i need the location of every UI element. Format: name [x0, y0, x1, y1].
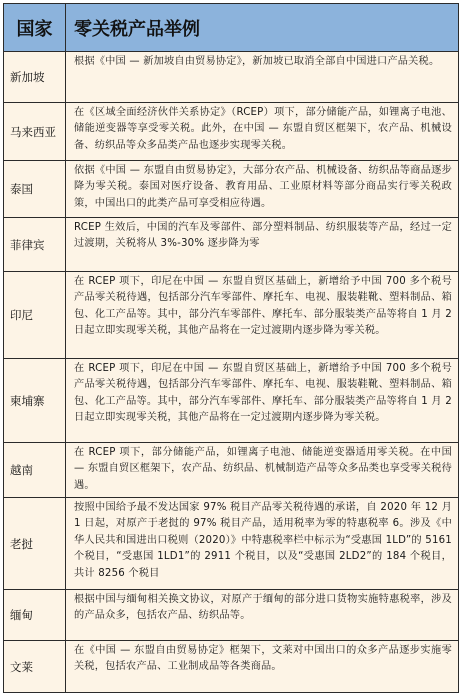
table-row [4, 590, 458, 641]
table-row [4, 443, 458, 498]
country-name: 越南 [4, 443, 66, 497]
country-name: 老挝 [4, 498, 66, 589]
country-name: 泰国 [4, 161, 66, 217]
product-description: 在 RCEP 项下，印尼在中国 — 东盟自贸区基础上，新增给予中国 700 多个税号产品零关税待遇，包括部分汽车零部件、摩托车、电视、服装鞋靴、塑料制品、箱包、化工产品等。其中，部分汽车零部件、摩托车、部分服装类产品等将自 1 月 2 日起立即实现零关税，其他产品将在一定过渡期内逐步降为零关税。 [74, 363, 452, 424]
table-row [4, 218, 458, 272]
country-name: 柬埔寨 [4, 359, 66, 442]
product-description: 根据《中国 — 新加坡自由贸易协定》，新加坡已取消全部自中国进口产品关税。 [74, 56, 440, 67]
country-name: 印尼 [4, 272, 66, 358]
table-header [4, 4, 458, 52]
product-description: 依据《中国 — 东盟自由贸易协定》，大部分农产品、机械设备、纺织品等商品逐步降为零关税。泰国对医疗设备、教育用品、工业原材料等部分商品实行零关税政策，中国出口的此类产品可享受相应待遇。 [74, 165, 452, 209]
country-name: 马来西亚 [4, 103, 66, 160]
product-description: 在《中国 — 东盟自由贸易协定》框架下，文莱对中国出口的众多产品逐步实施零关税，包括农产品、工业制成品等各类商品。 [74, 645, 452, 673]
country-name: 文莱 [4, 641, 66, 692]
country-name: 缅甸 [4, 590, 66, 640]
table-row [4, 641, 458, 692]
product-description: 在《区域全面经济伙伴关系协定》（RCEP）项下，部分储能产品，如锂离子电池、储能逆变器等享受零关税。此外，在中国 — 东盟自贸区框架下，农产品、机械设备、纺织品等众多品类产品也逐步实现零关税。 [74, 107, 452, 151]
tariff-table [3, 3, 459, 693]
country-name: 菲律宾 [4, 218, 66, 271]
product-description: 在 RCEP 项下，部分储能产品，如锂离子电池、储能逆变器适用零关税。在中国 — 东盟自贸区框架下，农产品、纺织品、机械制造产品等众多品类也享受零关税待遇。 [74, 447, 452, 491]
table-row [4, 161, 458, 218]
table-row [4, 359, 458, 443]
table-row [4, 52, 458, 103]
table-row [4, 498, 458, 590]
header-country: 国家 [4, 4, 66, 51]
country-name: 新加坡 [4, 52, 66, 102]
table-row [4, 103, 458, 161]
table-row [4, 272, 458, 359]
product-description: RCEP 生效后，中国的汽车及零部件、部分塑料制品、纺织服装等产品，经过一定过渡期，关税将从 3%-30% 逐步降为零 [74, 222, 452, 250]
product-description: 按照中国给予最不发达国家 97% 税目产品零关税待遇的承诺，自 2020 年 12 月 1 日起，对原产于老挝的 97% 税目产品，适用税率为零的特惠税率 6。涉及《中华人民共和国进出口税则（2020）》中特惠税率栏中标示为“受惠国 1LD”的 5161 个税目，“受惠国 1LD1”的 2911 个税目，以及“受惠国 2LD2”的 184 个税目，共计 8256 个税目 [74, 502, 452, 579]
product-description: 根据中国与缅甸相关换文协议，对原产于缅甸的部分进口货物实施特惠税率，涉及的产品众多，包括农产品、纺织品等。 [74, 594, 452, 622]
header-products: 零关税产品举例 [74, 18, 200, 40]
product-description: 在 RCEP 项下，印尼在中国 — 东盟自贸区基础上，新增给予中国 700 多个税号产品零关税待遇，包括部分汽车零部件、摩托车、电视、服装鞋靴、塑料制品、箱包、化工产品等。其中，部分汽车零部件、摩托车、部分服装类产品等将自 1 月 2 日起立即实现零关税，其他产品将在一定过渡期内逐步降为零关税。 [74, 276, 452, 337]
